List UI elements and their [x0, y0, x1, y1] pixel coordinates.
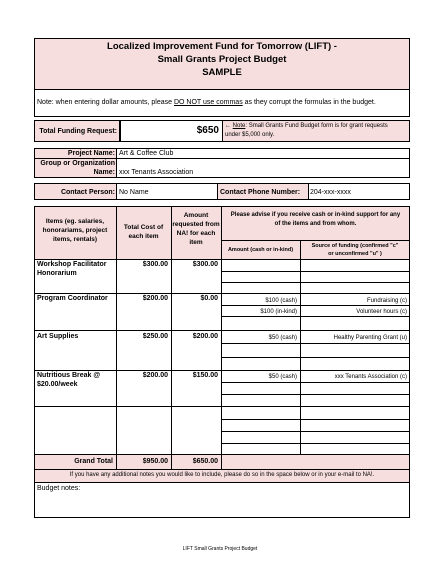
- contact-value: No Name: [119, 189, 149, 196]
- header-support-2: of the items and from whom.: [274, 221, 357, 227]
- row-4-cost: $200.00: [142, 372, 168, 379]
- budget-notes-label: Budget notes:: [37, 485, 81, 492]
- page-footer: LIFT Small Grants Project Budget: [182, 546, 258, 552]
- funding-label: Total Funding Request:: [39, 128, 117, 135]
- header-cost-2: each item: [128, 233, 159, 240]
- header-requested-2: requested from: [172, 221, 220, 228]
- budget-notes-area[interactable]: [34, 482, 410, 518]
- row-4-item-1: Nutritious Break @: [37, 372, 101, 379]
- org-label-2: Name:: [93, 169, 115, 176]
- project-name-label: Project Name:: [67, 150, 115, 157]
- header-requested-3: NA! for each: [176, 230, 216, 237]
- row-3-support-1-amount: $50 (cash): [268, 335, 297, 341]
- org-label-1: Group or Organization: [40, 160, 115, 167]
- header-cost-1: Total Cost of: [123, 224, 164, 231]
- title-line-2: Small Grants Project Budget: [157, 54, 287, 65]
- grand-total-label: Grand Total: [74, 458, 113, 465]
- header-requested-4: item: [189, 239, 203, 246]
- header-items-3: items, rentals): [52, 236, 98, 243]
- header-items-2: honorariams, project: [42, 227, 108, 234]
- header-source-sub-1: Source of funding (confirmed "c": [311, 243, 399, 249]
- phone-label: Contact Phone Number:: [220, 189, 301, 196]
- funding-value: $650: [196, 125, 219, 136]
- row-2-support-1-source: Fundraising (c): [366, 298, 407, 304]
- row-1-requested: $300.00: [192, 261, 218, 268]
- row-2-support-1-amount: $100 (cash): [265, 298, 297, 304]
- row-2-support-2-source: Volunteer hours (c): [356, 309, 407, 315]
- row-4-requested: $150.00: [192, 372, 218, 379]
- note-prefix: Note: when entering dollar amounts, please: [37, 99, 174, 106]
- row-3-item-1: Art Supplies: [37, 333, 79, 340]
- phone-value: 204-xxx-xxxx: [310, 189, 351, 196]
- funding-side-note-line-2: under $5,000 only.: [225, 132, 275, 138]
- row-3-requested: $200.00: [192, 333, 218, 340]
- row-2-item-1: Program Coordinator: [37, 295, 108, 302]
- row-1-cost: $300.00: [142, 261, 168, 268]
- row-2-cost: $200.00: [142, 295, 168, 302]
- funding-side-note: [225, 122, 388, 130]
- grand-total-requested: $650.00: [192, 458, 218, 465]
- side-note-line-1: : Small Grants Fund Budget form is for grant requests: [245, 123, 388, 129]
- side-note-label: Note: [232, 123, 246, 129]
- header-items-1: Items (eg. salaries,: [45, 218, 105, 225]
- row-2-requested: $0.00: [200, 295, 218, 302]
- header-amount-sub: Amount (cash or in-kind): [227, 247, 294, 253]
- row-2-support-2-amount: $100 (in-kind): [260, 309, 297, 315]
- row-3-cost: $250.00: [142, 333, 168, 340]
- additional-notes-text: If you have any additional notes you would like to include, please do so in the space below or in your e-mail to NA!.: [69, 472, 375, 478]
- title-line-1: Localized Improvement Fund for Tomorrow (LIFT) -: [107, 41, 337, 52]
- project-name-value: Art & Coffee Club: [119, 150, 174, 157]
- row-4-support-1-amount: $50 (cash): [268, 374, 297, 380]
- arrow-left-icon: ←: [225, 123, 233, 129]
- title-line-3: SAMPLE: [202, 67, 242, 78]
- row-1-item-1: Workshop Facilitator: [37, 261, 107, 268]
- org-value: xxx Tenants Association: [119, 169, 194, 176]
- header-requested-1: Amount: [183, 212, 209, 219]
- row-3-support-1-source: Healthy Parenting Grant (u): [333, 335, 407, 341]
- note-emphasis: DO NOT use commas: [173, 99, 243, 106]
- row-1-item-2: Honorarium: [37, 270, 77, 277]
- contact-label: Contact Person:: [60, 189, 115, 196]
- row-4-support-1-source: xxx Tenants Association (c): [334, 374, 407, 380]
- header-source-sub-2: or unconfirmed "u" ): [328, 251, 382, 257]
- grand-total-cost: $950.00: [142, 458, 168, 465]
- row-4-item-2: $20.00/week: [37, 381, 78, 388]
- note-suffix: as they corrupt the formulas in the budget.: [242, 99, 376, 106]
- header-support-1: Please advise if you receive cash or in-kind support for any: [230, 212, 401, 218]
- commas-note: [37, 98, 376, 107]
